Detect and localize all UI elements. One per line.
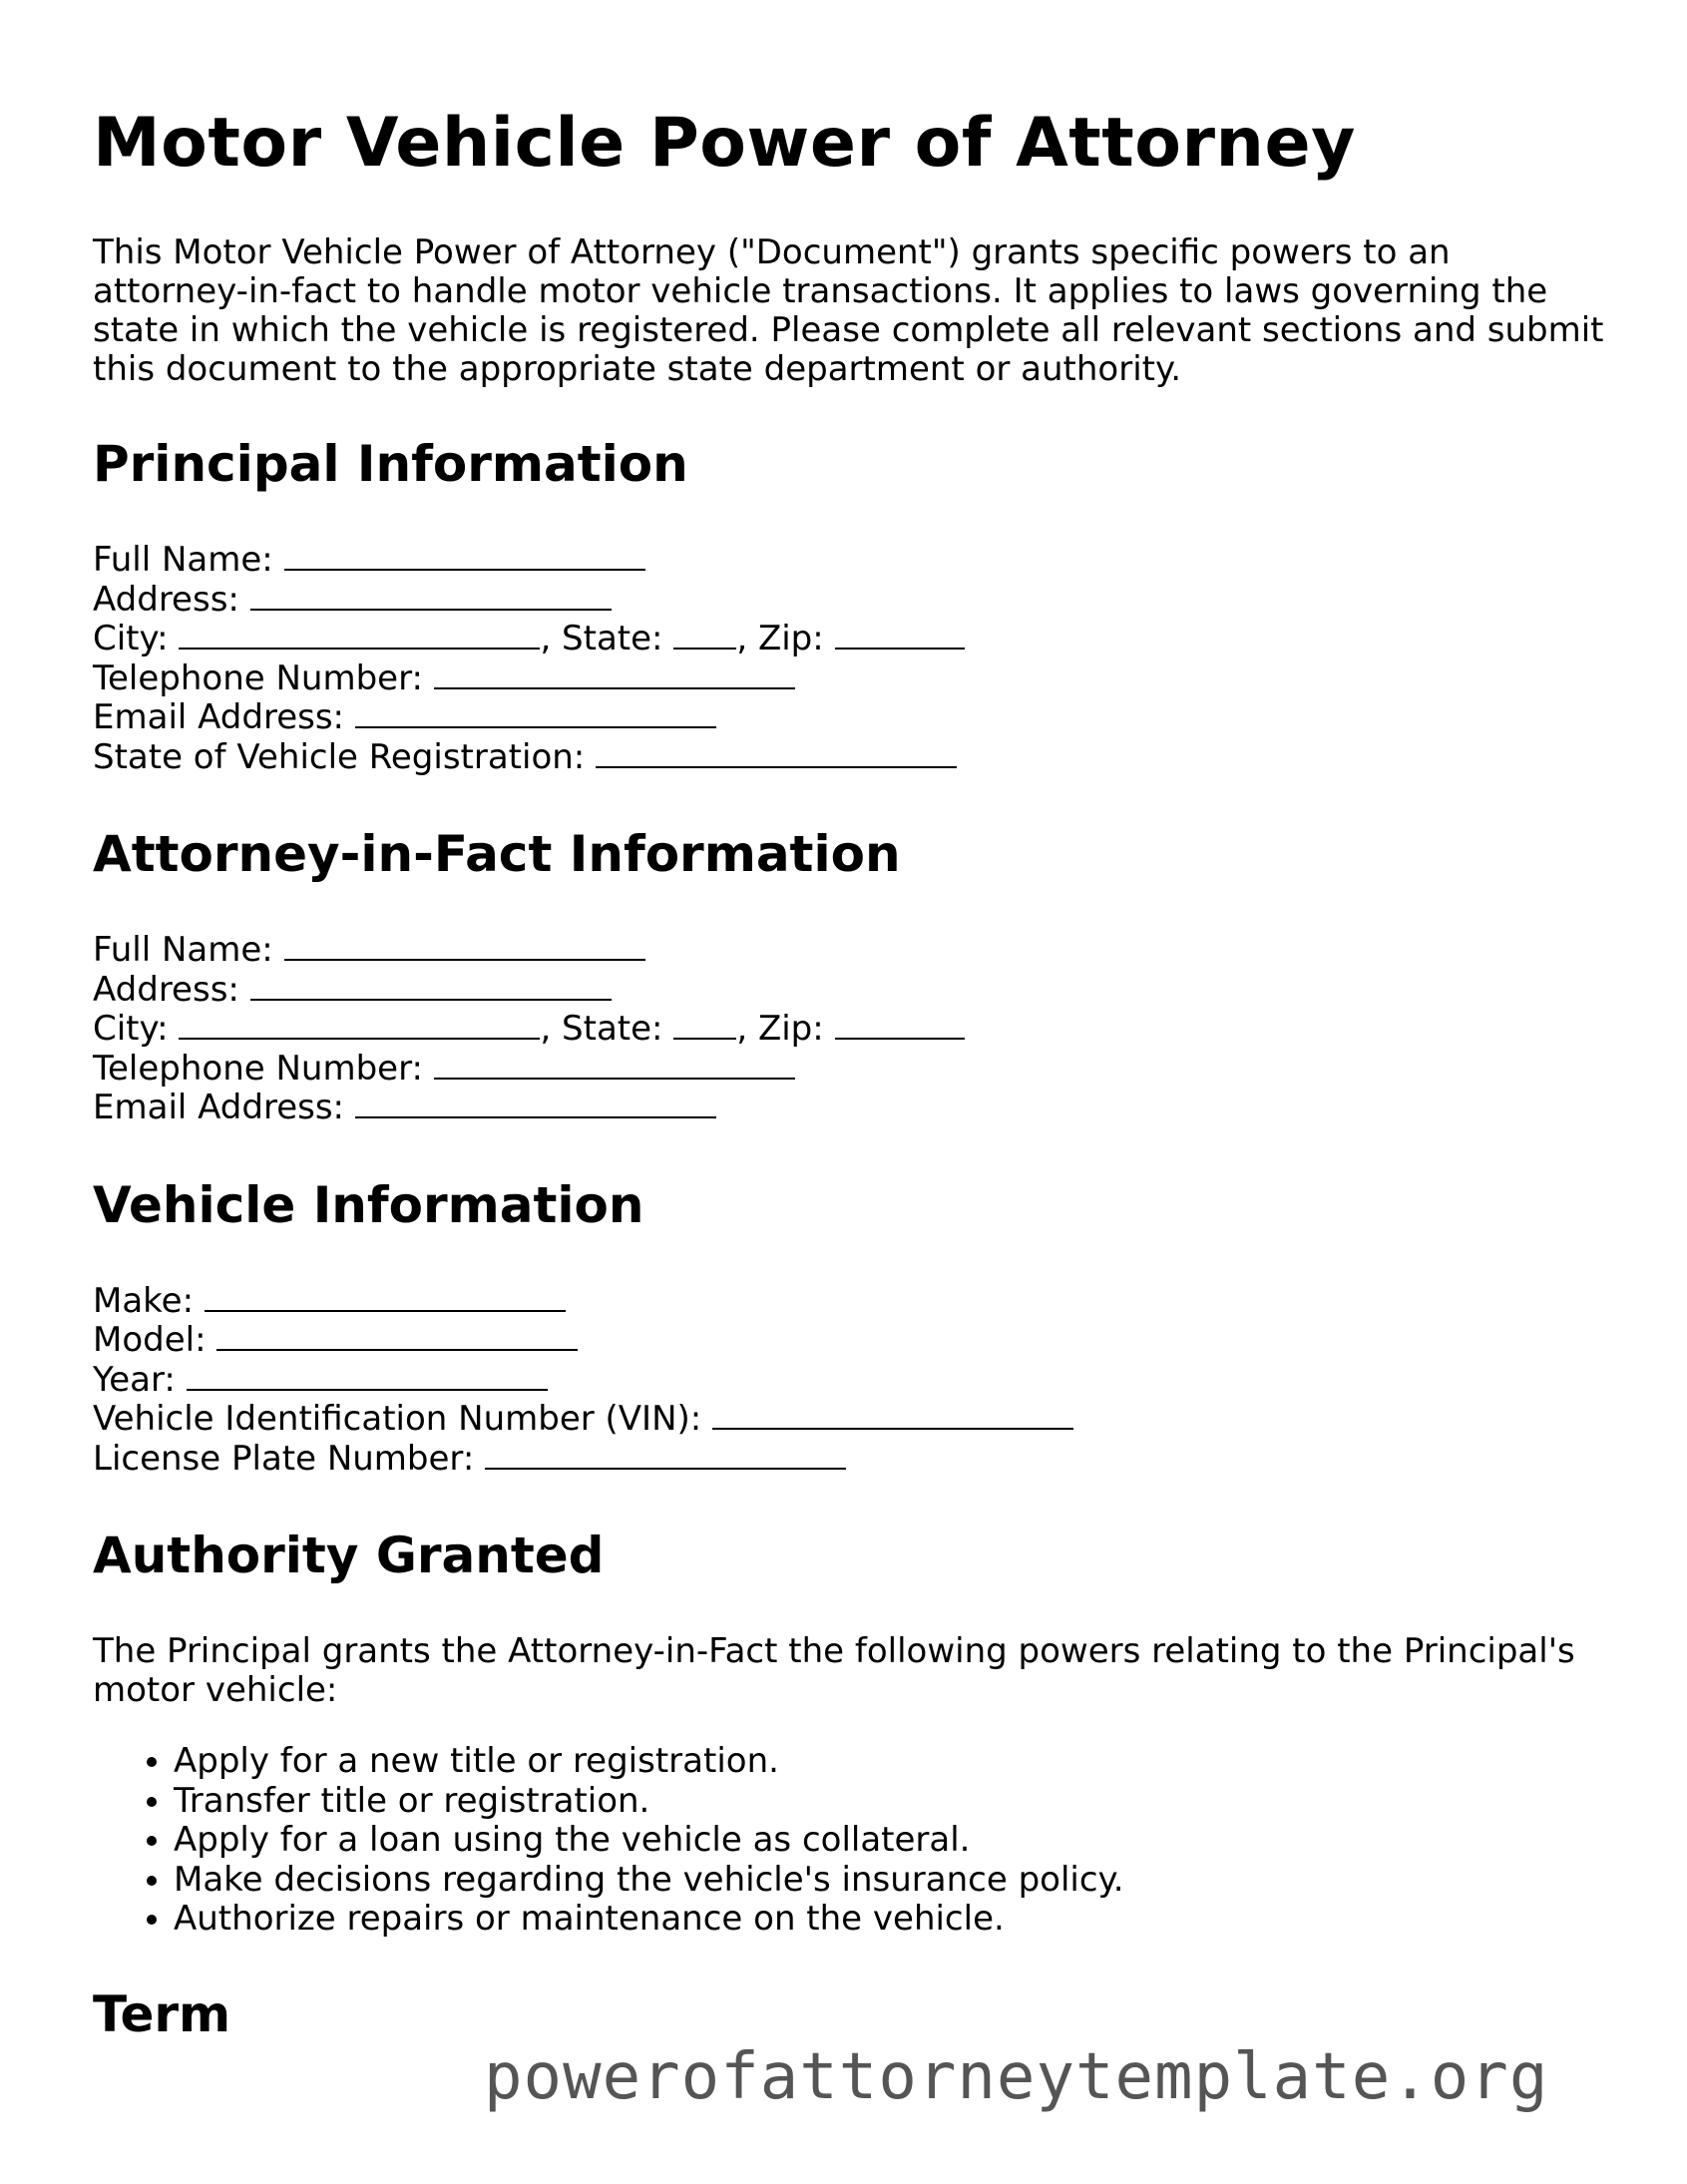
principal-registration-state-label: State of Vehicle Registration: — [93, 736, 586, 777]
power-item: • Apply for a new title or registration. — [174, 1742, 1609, 1782]
attorney-state-blank[interactable] — [673, 1010, 736, 1040]
principal-telephone-label: Telephone Number: — [93, 657, 423, 698]
vehicle-model-label: Model: — [93, 1320, 207, 1360]
vehicle-fields — [93, 1282, 1609, 1480]
vehicle-model-blank[interactable] — [216, 1321, 578, 1351]
attorney-heading: Attorney-in-Fact Information — [93, 825, 901, 883]
attorney-address-line — [93, 971, 1609, 1011]
principal-full-name-line — [93, 541, 1609, 581]
vehicle-make-label: Make: — [93, 1280, 195, 1321]
attorney-address-blank[interactable] — [250, 971, 612, 1001]
principal-email-blank[interactable] — [355, 698, 716, 728]
vehicle-vin-line — [93, 1400, 1609, 1440]
intro-paragraph: This Motor Vehicle Power of Attorney ("Document") grants specific powers to an attorney-in-fact to handle motor vehicle transactions. It applies to laws governing the state in which the vehicle is registered. Please complete all relevant sections and submit this document to the appropriate state department or authority. — [93, 232, 1604, 389]
principal-address-line — [93, 581, 1609, 621]
vehicle-vin-blank[interactable] — [712, 1400, 1073, 1430]
principal-heading: Principal Information — [93, 435, 688, 493]
vehicle-plate-line — [93, 1440, 1609, 1480]
vehicle-year-blank[interactable] — [187, 1361, 548, 1391]
principal-state-label: , State: — [540, 619, 663, 658]
principal-city-line — [93, 620, 1609, 659]
attorney-fields — [93, 931, 1609, 1128]
authority-text: The Principal grants the Attorney-in-Fact the following powers relating to the Principal's motor vehicle: — [93, 1631, 1575, 1710]
attorney-telephone-label: Telephone Number: — [93, 1048, 423, 1089]
principal-telephone-line — [93, 659, 1609, 699]
term-heading: Term — [93, 1984, 231, 2043]
vehicle-model-line — [93, 1321, 1609, 1361]
document-page — [93, 104, 1609, 2091]
principal-address-label: Address: — [93, 579, 239, 620]
power-item: • Apply for a loan using the vehicle as collateral. — [174, 1821, 1609, 1861]
power-item: • Transfer title or registration. — [174, 1782, 1609, 1822]
power-item: • Make decisions regarding the vehicle's insurance policy. — [174, 1861, 1609, 1901]
attorney-email-label: Email Address: — [93, 1088, 344, 1127]
vehicle-year-label: Year: — [93, 1359, 176, 1400]
vehicle-heading: Vehicle Information — [93, 1175, 644, 1234]
authority-heading: Authority Granted — [93, 1527, 605, 1584]
vehicle-year-line — [93, 1361, 1609, 1401]
principal-city-label: City: — [93, 619, 169, 658]
attorney-email-line — [93, 1089, 1609, 1128]
principal-city-blank[interactable] — [179, 620, 540, 650]
power-item: • Authorize repairs or maintenance on the vehicle. — [174, 1900, 1609, 1940]
vehicle-vin-label: Vehicle Identification Number (VIN): — [93, 1399, 702, 1439]
attorney-full-name-line — [93, 931, 1609, 971]
powers-list — [93, 1742, 1609, 1940]
attorney-full-name-blank[interactable] — [284, 931, 645, 961]
attorney-city-line — [93, 1010, 1609, 1050]
principal-registration-state-line — [93, 738, 1609, 778]
attorney-city-blank[interactable] — [179, 1010, 540, 1040]
principal-address-blank[interactable] — [250, 581, 612, 611]
principal-zip-label: , Zip: — [736, 619, 824, 658]
attorney-zip-label: , Zip: — [736, 1009, 824, 1049]
principal-zip-blank[interactable] — [835, 620, 965, 650]
principal-state-blank[interactable] — [673, 620, 736, 650]
principal-email-line — [93, 698, 1609, 738]
attorney-full-name-label: Full Name: — [93, 930, 273, 970]
vehicle-make-line — [93, 1282, 1609, 1322]
principal-full-name-label: Full Name: — [93, 540, 273, 580]
principal-telephone-blank[interactable] — [434, 659, 795, 689]
attorney-state-label: , State: — [540, 1009, 663, 1049]
principal-full-name-blank[interactable] — [284, 541, 645, 571]
vehicle-make-blank[interactable] — [205, 1282, 566, 1312]
attorney-telephone-blank[interactable] — [434, 1050, 795, 1080]
attorney-city-label: City: — [93, 1009, 169, 1049]
attorney-address-label: Address: — [93, 969, 239, 1010]
document-title: Motor Vehicle Power of Attorney — [93, 104, 1356, 183]
vehicle-plate-label: License Plate Number: — [93, 1438, 475, 1479]
watermark: powerofattorneytemplate.org — [484, 2040, 1549, 2114]
vehicle-plate-blank[interactable] — [485, 1440, 846, 1470]
attorney-zip-blank[interactable] — [835, 1010, 965, 1040]
attorney-telephone-line — [93, 1050, 1609, 1090]
attorney-email-blank[interactable] — [355, 1089, 716, 1118]
principal-fields — [93, 541, 1609, 777]
principal-registration-state-blank[interactable] — [596, 738, 957, 768]
principal-email-label: Email Address: — [93, 697, 344, 737]
